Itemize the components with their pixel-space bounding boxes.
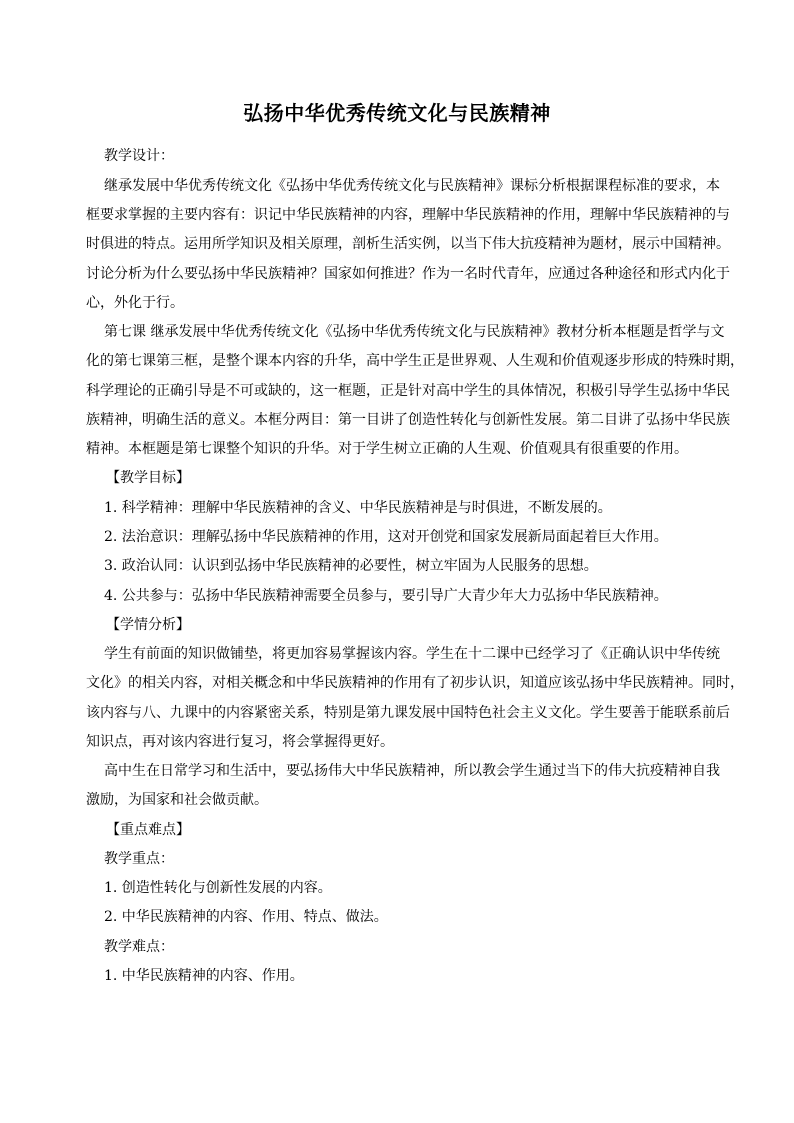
paragraph-line: 讨论分析为什么要弘扬中华民族精神？国家如何推进？作为一名时代青年，应通过各种途径和形式内化于 — [86, 266, 730, 282]
paragraph-line: 科学理论的正确引导是不可或缺的，这一框题，正是针对高中学生的具体情况，积极引导学生弘扬中华民 — [86, 383, 730, 399]
list-item: 4. 公共参与：弘扬中华民族精神需要全员参与，要引导广大青少年大力弘扬中华民族精神。 — [104, 588, 668, 604]
list-item: 3. 政治认同：认识到弘扬中华民族精神的必要性，树立牢固为人民服务的思想。 — [104, 558, 598, 574]
paragraph-line: 学生有前面的知识做铺垫，将更加容易掌握该内容。学生在十二课中已经学习了《正确认识中华传统 — [104, 646, 720, 662]
list-item: 2. 法治意识：理解弘扬中华民族精神的作用，这对开创党和国家发展新局面起着巨大作用。 — [104, 529, 668, 545]
paragraph-line: 激励，为国家和社会做贡献。 — [86, 792, 268, 808]
section-heading-key-points: 【重点难点】 — [106, 822, 190, 838]
section-heading-analysis: 【学情分析】 — [106, 617, 190, 633]
list-item: 1. 创造性转化与创新性发展的内容。 — [104, 880, 332, 896]
key-points-label: 教学重点： — [104, 851, 174, 867]
list-item: 2. 中华民族精神的内容、作用、特点、做法。 — [104, 909, 388, 925]
list-item: 1. 中华民族精神的内容、作用。 — [104, 968, 304, 984]
paragraph-line: 知识点，再对该内容进行复习，将会掌握得更好。 — [86, 734, 394, 750]
paragraph-line: 该内容与八、九课中的内容紧密关系，特别是第九课发展中国特色社会主义文化。学生要善于能联系前后 — [86, 705, 730, 721]
section-heading-goals: 【教学目标】 — [106, 470, 190, 486]
document-title: 弘扬中华优秀传统文化与民族精神 — [243, 101, 551, 125]
paragraph-line: 化的第七课第三框，是整个课本内容的升华，高中学生正是世界观、人生观和价值观逐步形成的特殊时期， — [86, 353, 744, 369]
paragraph-line: 时俱进的特点。运用所学知识及相关原理，剖析生活实例，以当下伟大抗疫精神为题材，展示中国精神。 — [86, 236, 730, 252]
difficult-points-label: 教学难点： — [104, 939, 174, 955]
paragraph-line: 文化》的相关内容，对相关概念和中华民族精神的作用有了初步认识，知道应该弘扬中华民族精神。同时， — [86, 675, 744, 691]
paragraph-line: 精神。本框题是第七课整个知识的升华。对于学生树立正确的人生观、价值观具有很重要的作用。 — [86, 441, 688, 457]
paragraph-line: 框要求掌握的主要内容有：识记中华民族精神的内容，理解中华民族精神的作用，理解中华民族精神的与 — [86, 207, 730, 223]
paragraph-line: 继承发展中华优秀传统文化《弘扬中华优秀传统文化与民族精神》课标分析根据课程标准的要求，本 — [104, 178, 720, 194]
teaching-design-label: 教学设计： — [104, 148, 174, 164]
paragraph-line: 族精神，明确生活的意义。本框分两目：第一目讲了创造性转化与创新性发展。第二目讲了弘扬中华民族 — [86, 412, 730, 428]
paragraph-line: 心，外化于行。 — [86, 295, 184, 311]
paragraph-line: 高中生在日常学习和生活中，要弘扬伟大中华民族精神，所以教会学生通过当下的伟大抗疫精神自我 — [104, 763, 720, 779]
paragraph-line: 第七课 继承发展中华优秀传统文化《弘扬中华优秀传统文化与民族精神》教材分析本框题是哲学与文 — [104, 324, 725, 340]
list-item: 1. 科学精神：理解中华民族精神的含义、中华民族精神是与时俱进，不断发展的。 — [104, 500, 612, 516]
